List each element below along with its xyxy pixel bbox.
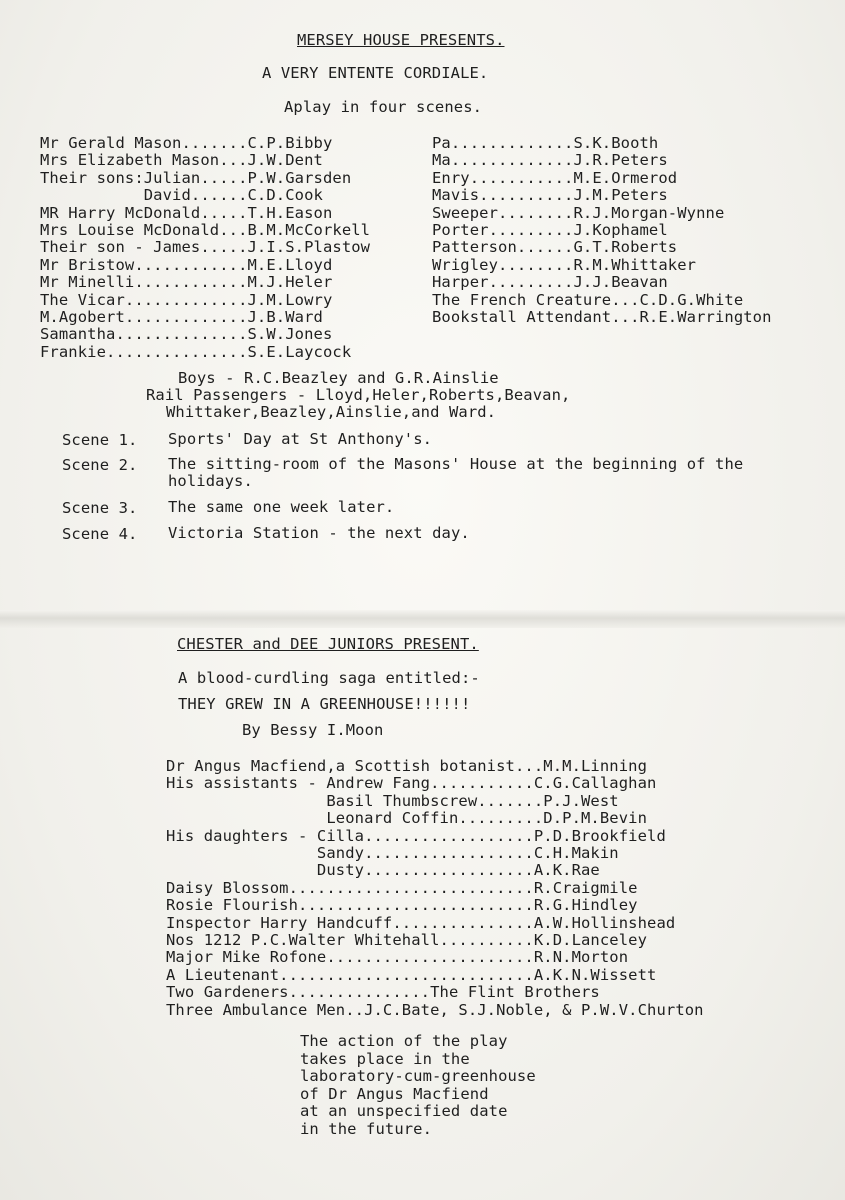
cast-row: Mr Bristow............M.E.Lloyd: [40, 255, 333, 274]
cast-row: David......C.D.Cook: [40, 186, 323, 205]
cast-row: Mrs Louise McDonald...B.M.McCorkell: [40, 221, 371, 240]
mersey-play-title: A VERY ENTENTE CORDIALE.: [262, 64, 489, 82]
chester-play-title: THEY GREW IN A GREENHOUSE!!!!!!: [178, 695, 471, 713]
cast-row: Basil Thumbscrew.......P.J.West: [166, 791, 619, 810]
action-note-line: The action of the play: [300, 1032, 508, 1050]
cast-row: Sandy..................C.H.Makin: [166, 844, 619, 863]
scene-number: Scene 2.: [62, 456, 138, 474]
cast-row: Their sons:Julian.....P.W.Garsden: [40, 168, 352, 187]
scene-description: The sitting-room of the Masons' House at the beginning of the holidays.: [168, 455, 744, 490]
chester-author: By Bessy I.Moon: [242, 721, 384, 739]
cast-row: Dusty..................A.K.Rae: [166, 861, 600, 880]
mersey-cast-right: [432, 135, 772, 326]
scene-number: Scene 1.: [62, 431, 138, 449]
cast-row: Their son - James.....J.I.S.Plastow: [40, 238, 371, 257]
cast-row: Leonard Coffin.........D.P.M.Bevin: [166, 809, 648, 828]
cast-row: Wrigley........R.M.Whittaker: [432, 255, 697, 274]
action-note-line: in the future.: [300, 1119, 433, 1138]
cast-row: Mrs Elizabeth Mason...J.W.Dent: [40, 151, 323, 170]
action-note-line: takes place in the: [300, 1049, 470, 1068]
action-note-line: at an unspecified date: [300, 1102, 508, 1120]
cast-row: Frankie...............S.E.Laycock: [40, 342, 352, 361]
cast-row: Daisy Blossom..........................R.Craigmile: [166, 878, 638, 897]
cast-row: Rosie Flourish.........................R.G.Hindley: [166, 896, 638, 915]
action-note: [300, 1033, 536, 1138]
cast-row: Inspector Harry Handcuff...............A.W.Hollinshead: [166, 913, 676, 932]
cast-row: Porter.........J.Kophamel: [432, 221, 668, 240]
cast-row: Nos 1212 P.C.Walter Whitehall..........K.D.Lanceley: [166, 931, 648, 950]
cast-row: Enry...........M.E.Ormerod: [432, 168, 678, 187]
rail-passengers-line-1: Rail Passengers - Lloyd,Heler,Roberts,Beavan,: [146, 386, 571, 404]
cast-row: His daughters - Cilla..................P.D.Brookfield: [166, 826, 666, 845]
rail-passengers-line-2: Whittaker,Beazley,Ainslie,and Ward.: [166, 403, 497, 421]
cast-row: Ma.............J.R.Peters: [432, 151, 668, 170]
cast-row: Major Mike Rofone......................R.N.Morton: [166, 948, 629, 967]
mersey-subtitle: Aplay in four scenes.: [284, 98, 483, 116]
cast-row: The French Creature...C.D.G.White: [432, 290, 744, 309]
chester-intro: A blood-curdling saga entitled:-: [178, 669, 480, 687]
cast-row: Bookstall Attendant...R.E.Warrington: [432, 308, 772, 327]
scene-description: The same one week later.: [168, 498, 395, 516]
scene-2: [62, 456, 822, 490]
chester-cast: [166, 758, 704, 1019]
cast-row: M.Agobert.............J.B.Ward: [40, 308, 323, 327]
scene-3: [62, 499, 822, 517]
cast-row: Harper.........J.J.Beavan: [432, 273, 668, 292]
scene-number: Scene 3.: [62, 499, 138, 517]
scene-description: Sports' Day at St Anthony's.: [168, 430, 433, 448]
boys-line: Boys - R.C.Beazley and G.R.Ainslie: [178, 369, 499, 387]
mersey-cast-left: [40, 135, 370, 361]
cast-row: Pa.............S.K.Booth: [432, 134, 659, 152]
cast-row: A Lieutenant...........................A.K.N.Wissett: [166, 965, 657, 984]
cast-row: Three Ambulance Men..J.C.Bate, S.J.Noble, & P.W.V.Churton: [166, 1000, 704, 1019]
mersey-heading: MERSEY HOUSE PRESENTS.: [297, 31, 505, 49]
cast-row: Mr Gerald Mason.......C.P.Bibby: [40, 134, 333, 152]
cast-row: His assistants - Andrew Fang...........C.G.Callaghan: [166, 774, 657, 793]
action-note-line: laboratory-cum-greenhouse: [300, 1067, 536, 1085]
scene-4: [62, 525, 822, 543]
action-note-line: of Dr Angus Macfiend: [300, 1084, 489, 1103]
cast-row: Two Gardeners...............The Flint Brothers: [166, 983, 600, 1002]
cast-row: MR Harry McDonald.....T.H.Eason: [40, 203, 333, 222]
cast-row: Sweeper........R.J.Morgan-Wynne: [432, 203, 725, 222]
scene-1: [62, 431, 822, 449]
cast-row: Patterson......G.T.Roberts: [432, 238, 678, 257]
cast-row: Dr Angus Macfiend,a Scottish botanist...M.M.Linning: [166, 757, 648, 775]
scene-description: Victoria Station - the next day.: [168, 524, 470, 542]
page-fold: [0, 610, 845, 628]
scene-number: Scene 4.: [62, 525, 138, 543]
cast-row: Samantha..............S.W.Jones: [40, 325, 333, 344]
cast-row: Mr Minelli............M.J.Heler: [40, 273, 333, 292]
cast-row: Mavis..........J.M.Peters: [432, 186, 668, 205]
chester-heading: CHESTER and DEE JUNIORS PRESENT.: [177, 635, 479, 653]
cast-row: The Vicar.............J.M.Lowry: [40, 290, 333, 309]
